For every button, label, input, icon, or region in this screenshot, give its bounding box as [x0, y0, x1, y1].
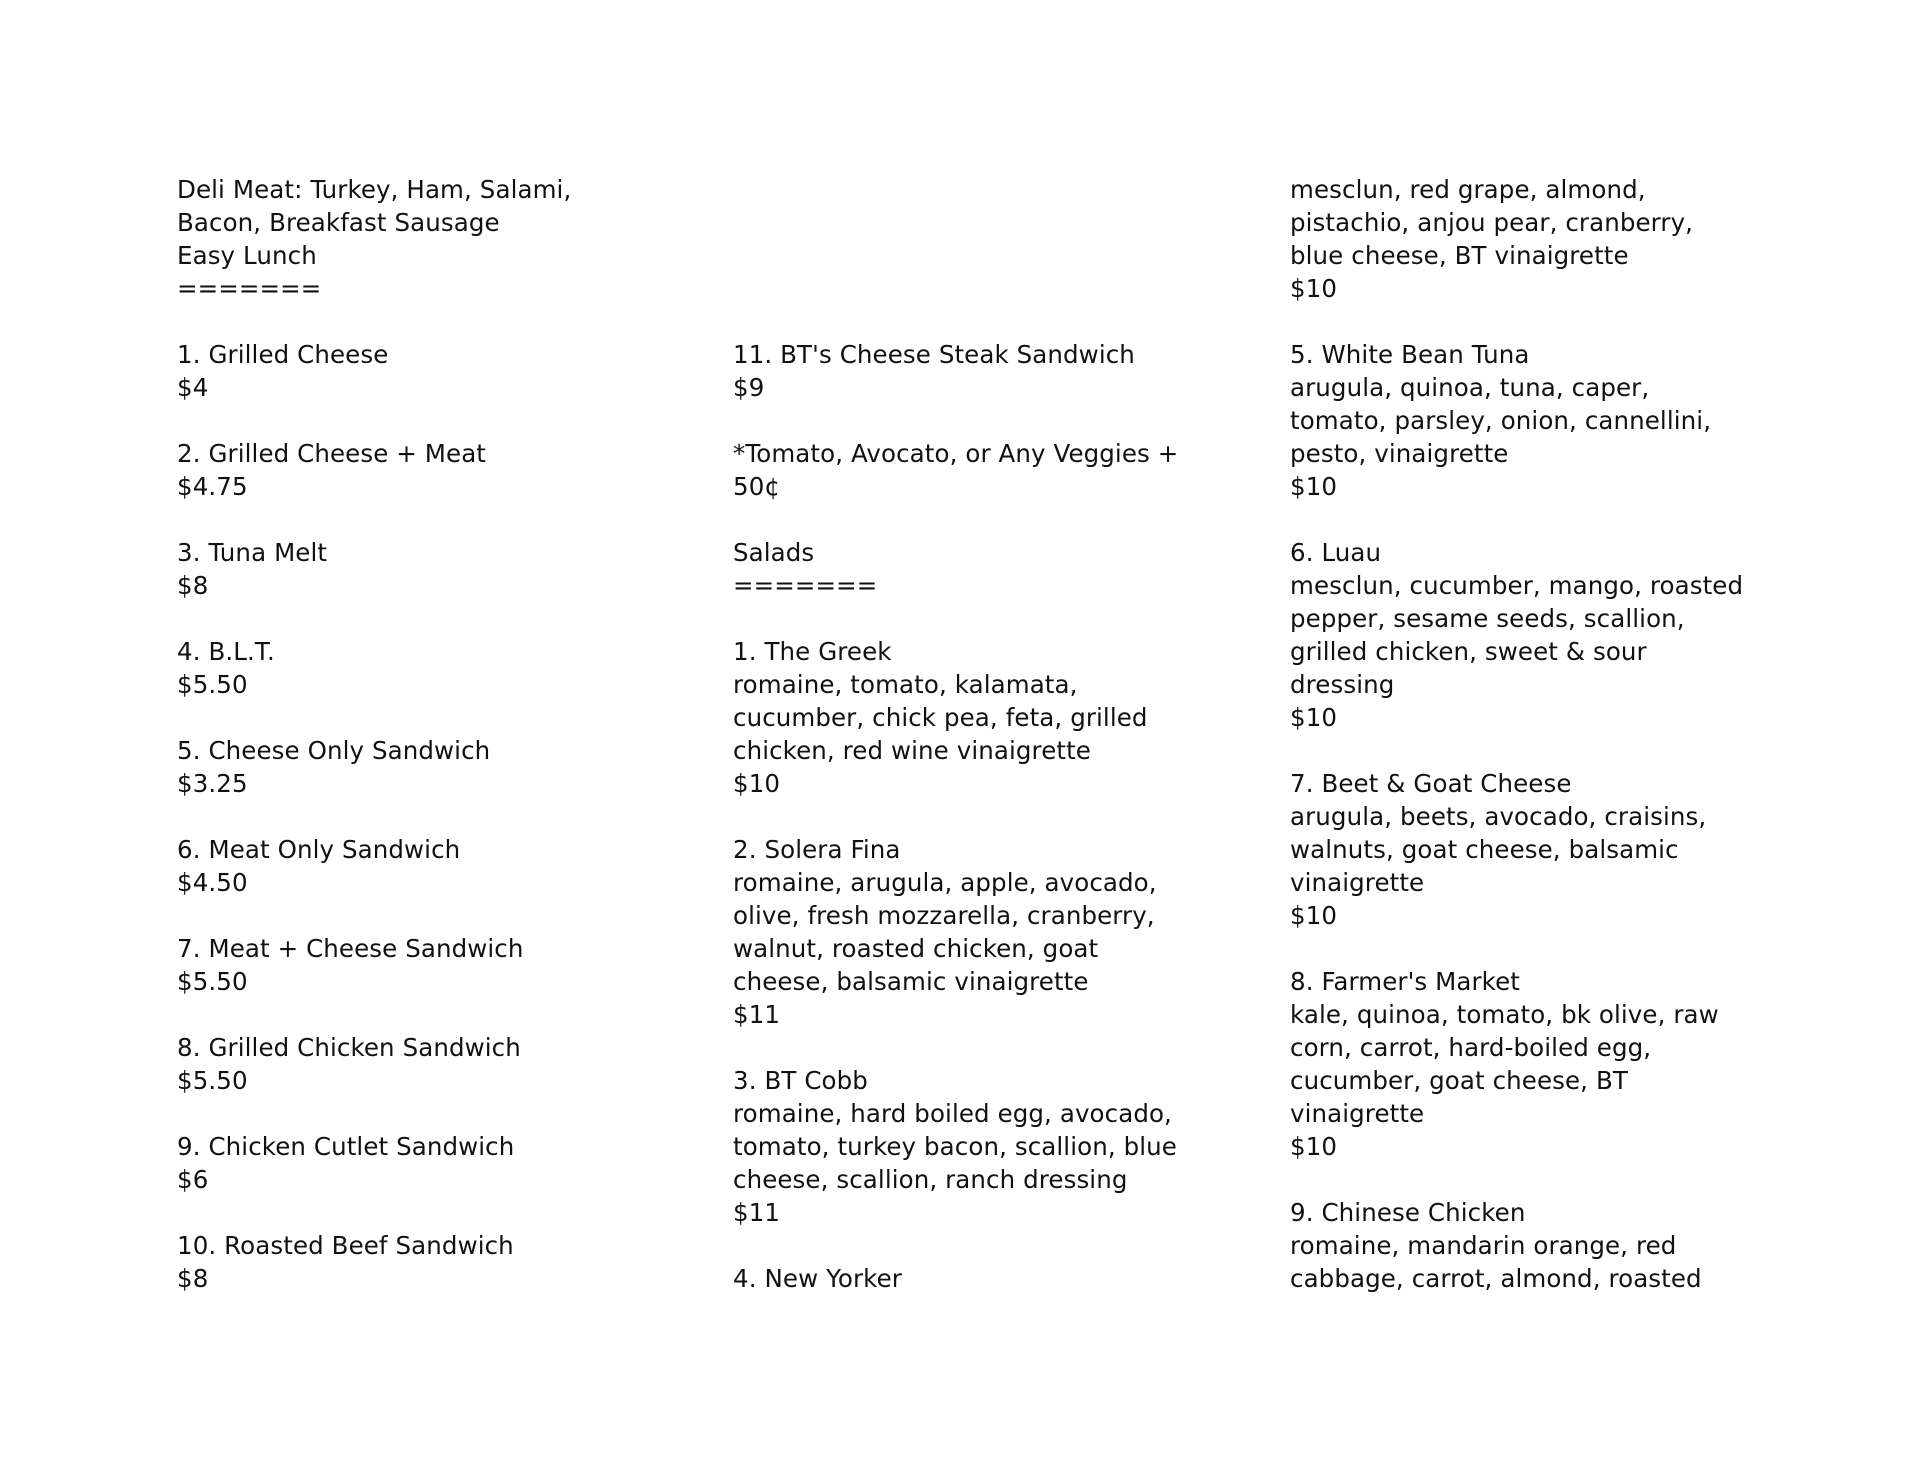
menu-line: olive, fresh mozzarella, cranberry, [733, 901, 1155, 930]
menu-line: 9. Chinese Chicken [1290, 1198, 1526, 1227]
blank-line [733, 1229, 1253, 1262]
menu-line: blue cheese, BT vinaigrette [1290, 241, 1629, 270]
menu-line: Bacon, Breakfast Sausage [177, 208, 500, 237]
menu-line: Salads [733, 538, 815, 567]
menu-line: tomato, parsley, onion, cannellini, [1290, 406, 1712, 435]
menu-line: tomato, turkey bacon, scallion, blue [733, 1132, 1177, 1161]
menu-line: romaine, hard boiled egg, avocado, [733, 1099, 1172, 1128]
menu-line: kale, quinoa, tomato, bk olive, raw [1290, 1000, 1719, 1029]
menu-line: mesclun, red grape, almond, [1290, 175, 1646, 204]
menu-line: 4. New Yorker [733, 1264, 902, 1293]
blank-line [177, 602, 697, 635]
menu-line: 8. Farmer's Market [1290, 967, 1520, 996]
menu-line: cheese, scallion, ranch dressing [733, 1165, 1128, 1194]
menu-line: pepper, sesame seeds, scallion, [1290, 604, 1685, 633]
blank-line [177, 404, 697, 437]
blank-line [733, 206, 1253, 239]
menu-line: $10 [1290, 472, 1338, 501]
menu-line: 1. The Greek [733, 637, 892, 666]
blank-line [177, 1196, 697, 1229]
blank-line [177, 1097, 697, 1130]
menu-line: $4.75 [177, 472, 248, 501]
menu-line: $8 [177, 571, 209, 600]
menu-line: mesclun, cucumber, mango, roasted [1290, 571, 1744, 600]
blank-line [1290, 1163, 1810, 1196]
menu-line: $4.50 [177, 868, 248, 897]
blank-line [1290, 734, 1810, 767]
menu-line: cabbage, carrot, almond, roasted [1290, 1264, 1702, 1293]
blank-line [733, 305, 1253, 338]
blank-line [733, 272, 1253, 305]
menu-line: romaine, mandarin orange, red [1290, 1231, 1677, 1260]
menu-line: $10 [1290, 274, 1338, 303]
menu-column-2 [733, 173, 1253, 1295]
menu-line: $5.50 [177, 1066, 248, 1095]
menu-line: $8 [177, 1264, 209, 1293]
menu-line: Easy Lunch [177, 241, 317, 270]
blank-line [177, 899, 697, 932]
menu-line: $10 [1290, 1132, 1338, 1161]
menu-line: ======= [733, 571, 878, 600]
blank-line [733, 800, 1253, 833]
blank-line [1290, 932, 1810, 965]
menu-line: vinaigrette [1290, 868, 1425, 897]
menu-line: 50¢ [733, 472, 781, 501]
menu-line: romaine, arugula, apple, avocado, [733, 868, 1157, 897]
menu-line: $11 [733, 1000, 781, 1029]
menu-line: $11 [733, 1198, 781, 1227]
menu-column-1 [177, 173, 697, 1295]
menu-column-3 [1290, 173, 1810, 1295]
blank-line [733, 602, 1253, 635]
menu-line: $10 [733, 769, 781, 798]
menu-line: 8. Grilled Chicken Sandwich [177, 1033, 521, 1062]
menu-line: *Tomato, Avocato, or Any Veggies + [733, 439, 1179, 468]
menu-line: Deli Meat: Turkey, Ham, Salami, [177, 175, 572, 204]
menu-line: arugula, beets, avocado, craisins, [1290, 802, 1707, 831]
menu-line: corn, carrot, hard-boiled egg, [1290, 1033, 1652, 1062]
menu-line: romaine, tomato, kalamata, [733, 670, 1078, 699]
menu-line: 10. Roasted Beef Sandwich [177, 1231, 514, 1260]
menu-line: 2. Solera Fina [733, 835, 901, 864]
menu-line: 11. BT's Cheese Steak Sandwich [733, 340, 1135, 369]
menu-line: pesto, vinaigrette [1290, 439, 1509, 468]
menu-line: grilled chicken, sweet & sour [1290, 637, 1647, 666]
blank-line [1290, 305, 1810, 338]
blank-line [177, 800, 697, 833]
blank-line [733, 239, 1253, 272]
menu-line: 5. White Bean Tuna [1290, 340, 1530, 369]
blank-line [177, 305, 697, 338]
menu-line: 4. B.L.T. [177, 637, 275, 666]
menu-line: cheese, balsamic vinaigrette [733, 967, 1089, 996]
menu-line: 6. Luau [1290, 538, 1382, 567]
blank-line [733, 173, 1253, 206]
blank-line [733, 1031, 1253, 1064]
menu-line: $5.50 [177, 670, 248, 699]
menu-line: cucumber, goat cheese, BT [1290, 1066, 1628, 1095]
blank-line [177, 701, 697, 734]
menu-line: 6. Meat Only Sandwich [177, 835, 461, 864]
menu-line: walnuts, goat cheese, balsamic [1290, 835, 1679, 864]
menu-line: $10 [1290, 901, 1338, 930]
menu-line: 2. Grilled Cheese + Meat [177, 439, 487, 468]
menu-line: vinaigrette [1290, 1099, 1425, 1128]
menu-line: 7. Meat + Cheese Sandwich [177, 934, 524, 963]
menu-line: 1. Grilled Cheese [177, 340, 389, 369]
menu-line: 5. Cheese Only Sandwich [177, 736, 491, 765]
menu-line: $5.50 [177, 967, 248, 996]
menu-line: $6 [177, 1165, 209, 1194]
menu-line: chicken, red wine vinaigrette [733, 736, 1091, 765]
menu-line: pistachio, anjou pear, cranberry, [1290, 208, 1694, 237]
blank-line [177, 998, 697, 1031]
blank-line [1290, 503, 1810, 536]
menu-line: ======= [177, 274, 322, 303]
menu-line: arugula, quinoa, tuna, caper, [1290, 373, 1650, 402]
blank-line [733, 404, 1253, 437]
menu-line: dressing [1290, 670, 1395, 699]
menu-line: $3.25 [177, 769, 248, 798]
menu-line: $9 [733, 373, 765, 402]
menu-line: 9. Chicken Cutlet Sandwich [177, 1132, 515, 1161]
menu-line: $4 [177, 373, 209, 402]
blank-line [177, 503, 697, 536]
menu-line: cucumber, chick pea, feta, grilled [733, 703, 1148, 732]
menu-line: 3. Tuna Melt [177, 538, 328, 567]
menu-line: walnut, roasted chicken, goat [733, 934, 1099, 963]
menu-line: 3. BT Cobb [733, 1066, 868, 1095]
menu-line: 7. Beet & Goat Cheese [1290, 769, 1572, 798]
blank-line [733, 503, 1253, 536]
menu-line: $10 [1290, 703, 1338, 732]
